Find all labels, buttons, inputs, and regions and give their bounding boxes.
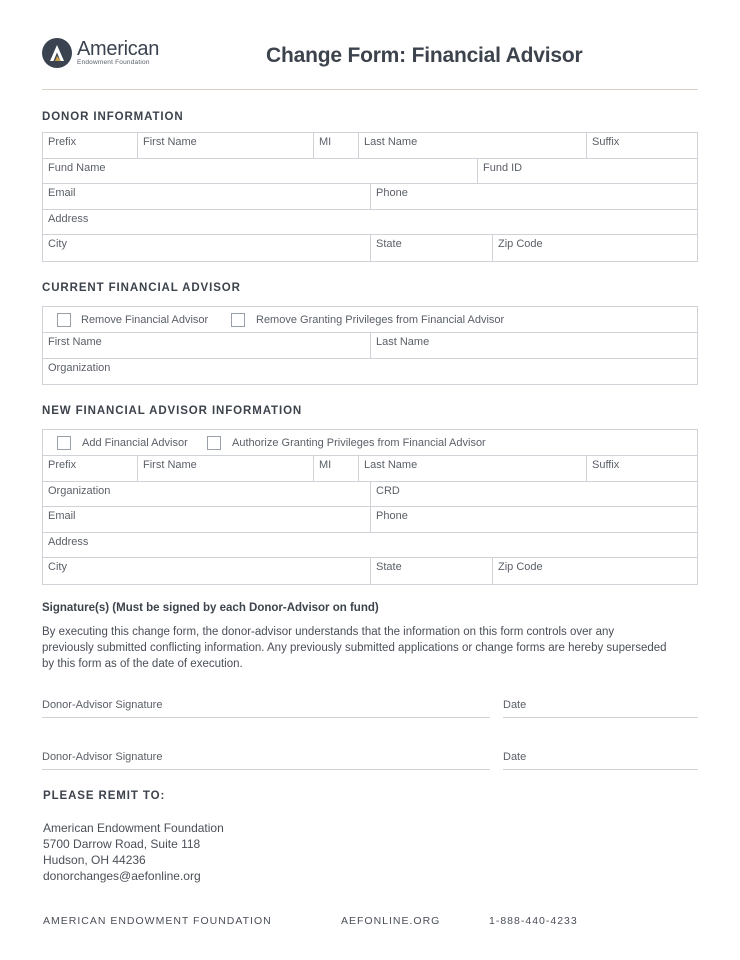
remove-advisor-label: Remove Financial Advisor [81,314,209,326]
footer-website: AEFONLINE.ORG [341,915,441,927]
new-advisor-email-field[interactable]: Email [48,510,76,523]
new-advisor-city-row [43,558,697,584]
new-advisor-address-field[interactable]: Address [48,535,89,548]
logo [42,38,159,68]
new-advisor-state-field[interactable]: State [370,558,492,584]
logo-mark-icon [42,38,72,68]
donor-suffix-field[interactable]: Suffix [586,133,697,158]
remit-city-state: Hudson, OH 44236 [43,853,146,867]
add-advisor-checkbox[interactable] [57,436,71,450]
signature-line-1[interactable] [42,717,490,718]
footer-org: AMERICAN ENDOWMENT FOUNDATION [43,915,272,927]
new-advisor-name-row [43,456,697,482]
date-line-1[interactable] [503,717,698,718]
donor-city-row [43,235,697,261]
new-advisor-last-name-field[interactable]: Last Name [358,456,586,481]
section-title-current-advisor: CURRENT FINANCIAL ADVISOR [42,282,241,294]
donor-last-name-field[interactable]: Last Name [358,133,586,158]
donor-email-field[interactable]: Email [48,187,76,200]
new-advisor-phone-field[interactable]: Phone [370,507,697,532]
new-advisor-suffix-field[interactable]: Suffix [586,456,697,481]
signature-heading: Signature(s) (Must be signed by each Donor-Advisor on fund) [42,602,379,614]
remit-street: 5700 Darrow Road, Suite 118 [43,837,201,851]
header-divider [42,89,698,90]
donor-state-field[interactable]: State [370,235,492,261]
new-advisor-org-row [43,482,697,508]
signature-label-1: Donor-Advisor Signature [42,699,163,711]
donor-name-row [43,133,697,159]
authorize-privileges-checkbox[interactable] [207,436,221,450]
donor-fund-id-field[interactable]: Fund ID [477,159,697,184]
current-advisor-organization-field[interactable]: Organization [48,361,111,374]
add-advisor-label: Add Financial Advisor [82,437,188,449]
new-advisor-grid [42,429,698,585]
donor-city-field[interactable]: City [48,238,67,251]
current-advisor-name-row [43,333,697,359]
donor-mi-field[interactable]: MI [313,133,358,158]
donor-address-field[interactable]: Address [48,212,89,225]
current-advisor-organization-row [43,359,697,385]
donor-contact-row [43,184,697,210]
new-advisor-organization-field[interactable]: Organization [48,484,111,497]
remit-org-name: American Endowment Foundation [43,821,224,835]
date-label-2: Date [503,751,527,763]
donor-fund-row [43,159,697,185]
remit-email: donorchanges@aefonline.org [43,869,201,883]
authorize-privileges-label: Authorize Granting Privileges from Financial Advisor [232,437,486,449]
donor-zip-field[interactable]: Zip Code [492,235,697,261]
current-advisor-grid [42,306,698,385]
new-advisor-options-row [43,430,697,456]
remove-privileges-checkbox[interactable] [231,313,245,327]
remove-privileges-label: Remove Granting Privileges from Financial Advisor [256,314,505,326]
current-advisor-options-row [43,307,697,333]
signature-label-2: Donor-Advisor Signature [42,751,163,763]
remit-title: PLEASE REMIT TO: [43,790,166,802]
new-advisor-zip-field[interactable]: Zip Code [492,558,697,584]
footer-phone: 1-888-440-4233 [489,915,578,927]
new-advisor-prefix-field[interactable]: Prefix [48,459,77,471]
remit-address [43,820,224,884]
donor-prefix-field[interactable]: Prefix [48,136,77,148]
date-label-1: Date [503,699,527,711]
page-title: Change Form: Financial Advisor [266,44,583,67]
donor-fund-name-field[interactable]: Fund Name [48,161,106,174]
new-advisor-city-field[interactable]: City [48,561,67,574]
section-title-donor-information: DONOR INFORMATION [42,111,184,123]
signature-line-2[interactable] [42,769,490,770]
new-advisor-address-row [43,533,697,559]
donor-address-row [43,210,697,236]
current-advisor-last-name-field[interactable]: Last Name [370,333,697,358]
logo-name: American [77,38,160,61]
date-line-2[interactable] [503,769,698,770]
logo-subtitle: Endowment Foundation [77,59,150,67]
new-advisor-crd-field[interactable]: CRD [370,482,697,507]
donor-phone-field[interactable]: Phone [370,184,697,209]
donor-first-name-field[interactable]: First Name [137,133,313,158]
new-advisor-first-name-field[interactable]: First Name [137,456,313,481]
remove-advisor-checkbox[interactable] [57,313,71,327]
section-title-new-advisor: NEW FINANCIAL ADVISOR INFORMATION [42,405,303,417]
new-advisor-mi-field[interactable]: MI [313,456,358,481]
donor-information-grid [42,132,698,262]
new-advisor-contact-row [43,507,697,533]
current-advisor-first-name-field[interactable]: First Name [48,336,102,348]
signature-disclaimer: By executing this change form, the donor-advisor understands that the information on this form controls over any previously submitted conflicting information. Any previously submitted applications or change forms are hereby superseded by this form as of the date of execution. [42,626,667,670]
